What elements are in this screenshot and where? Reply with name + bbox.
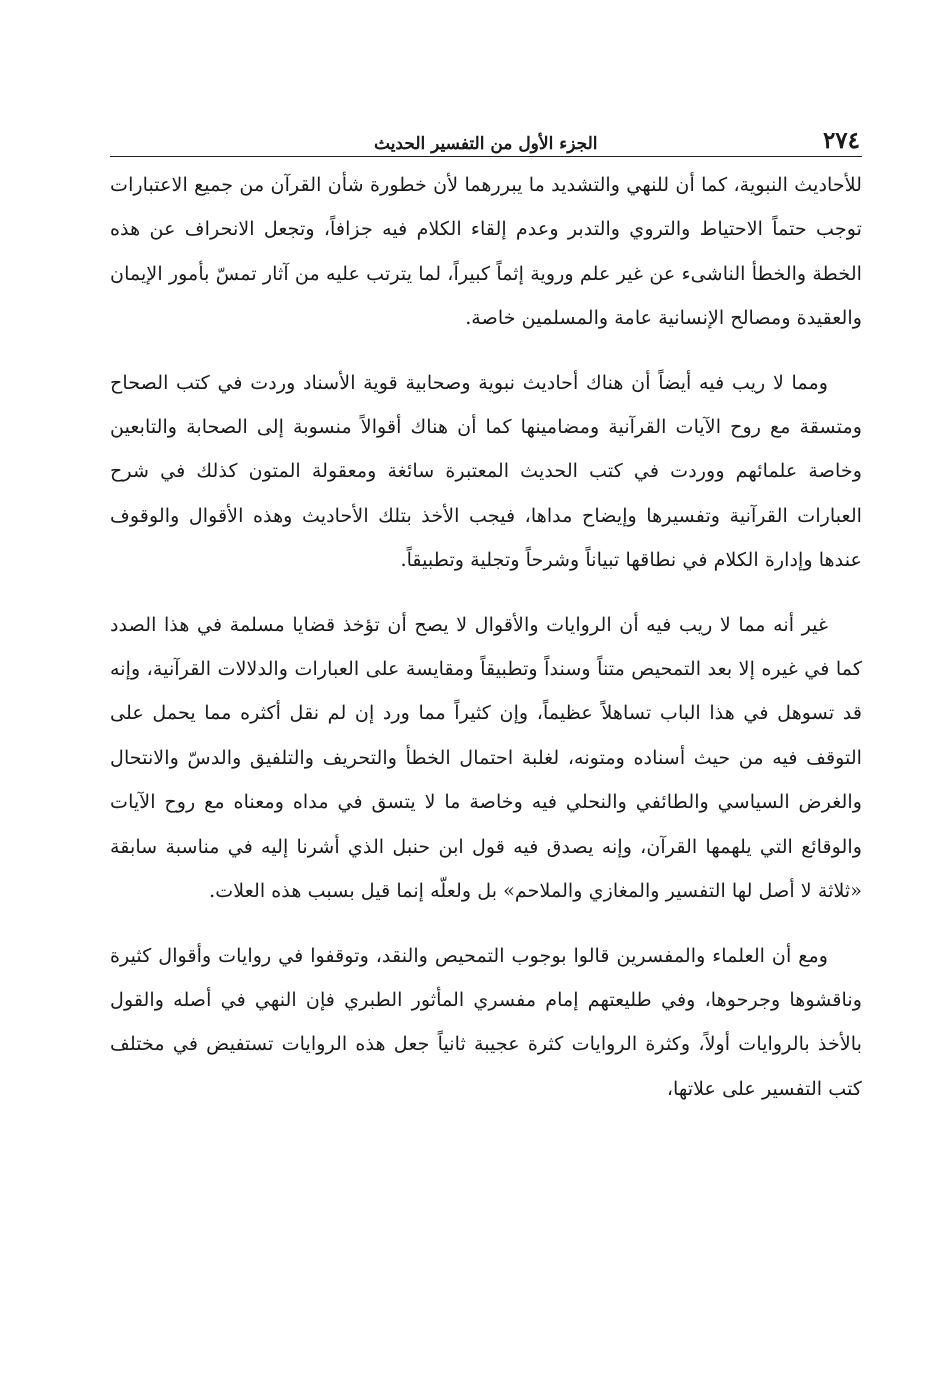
paragraph: ومع أن العلماء والمفسرين قالوا بوجوب التمحيص والنقد، وتوقفوا في روايات وأقوال كثيرة وناقشوها وجرحوها، وفي طليعتهم إمام مفسري المأثور الطبري فإن النهي في أصله والقول بالأخذ بالروايات أولاً، وكثرة الروايات كثرة عجيبة ثانياً جعل هذه الروايات تستفيض في مختلف كتب التفسير على علاتها، (110, 943, 862, 1100)
page-number: ٢٧٤ (822, 127, 860, 154)
header-rule (110, 156, 862, 157)
paragraph: ومما لا ريب فيه أيضاً أن هناك أحاديث نبوية وصحابية قوية الأسناد وردت في كتب الصحاح ومتسقة مع روح الآيات القرآنية ومضامينها كما أن هناك أقوالاً منسوبة إلى الصحابة والتابعين وخاصة علمائهم ووردت في كتب الحديث المعتبرة سائغة ومعقولة المتون كذلك في شرح العبارات القرآنية وتفسيرها وإيضاح مداها، فيجب الأخذ بتلك الأحاديث وهذه الأقوال والوقوف عندها وإدارة الكلام في نطاقها تبياناً وشرحاً وتجلية وتطبيقاً. (110, 370, 862, 572)
page-body (110, 163, 862, 1111)
book-page (110, 118, 862, 1111)
running-title: الجزء الأول من التفسير الحديث (374, 134, 598, 154)
paragraph: غير أنه مما لا ريب فيه أن الروايات والأقوال لا يصح أن تؤخذ قضايا مسلمة في هذا الصدد كما في غيره إلا بعد التمحيص متناً وسنداً وتطبيقاً ومقايسة على العبارات والدلالات القرآنية، وإنه قد تسوهل في هذا الباب تساهلاً عظيماً، وإن كثيراً مما ورد إن لم نقل أكثره مما يحمل على التوقف فيه من حيث أسناده ومتونه، لغلبة احتمال الخطأ والتحريف والتلفيق والدسّ والانتحال والغرض السياسي والطائفي والنحلي فيه وخاصة ما لا يتسق في مداه ومعناه مع روح الآيات والوقائع التي يلهمها القرآن، وإنه يصدق فيه قول ابن حنبل الذي أشرنا إليه في مناسبة سابقة «ثلاثة لا أصل لها التفسير والمغازي والملاحم» بل ولعلّه إنما قيل بسبب هذه العلات. (110, 612, 862, 903)
paragraph: للأحاديث النبوية، كما أن للنهي والتشديد ما يبررهما لأن خطورة شأن القرآن من جميع الاعتبارات توجب حتماً الاحتياط والتروي والتدبر وعدم إلقاء الكلام فيه جزافاً، وتجعل الانحراف عن هذه الخطة والخطأ الناشىء عن غير علم وروية إثماً كبيراً، لما يترتب عليه من آثار تمسّ بأمور الإيمان والعقيدة ومصالح الإنسانية عامة والمسلمين خاصة. (110, 173, 862, 330)
page-header (110, 118, 862, 154)
